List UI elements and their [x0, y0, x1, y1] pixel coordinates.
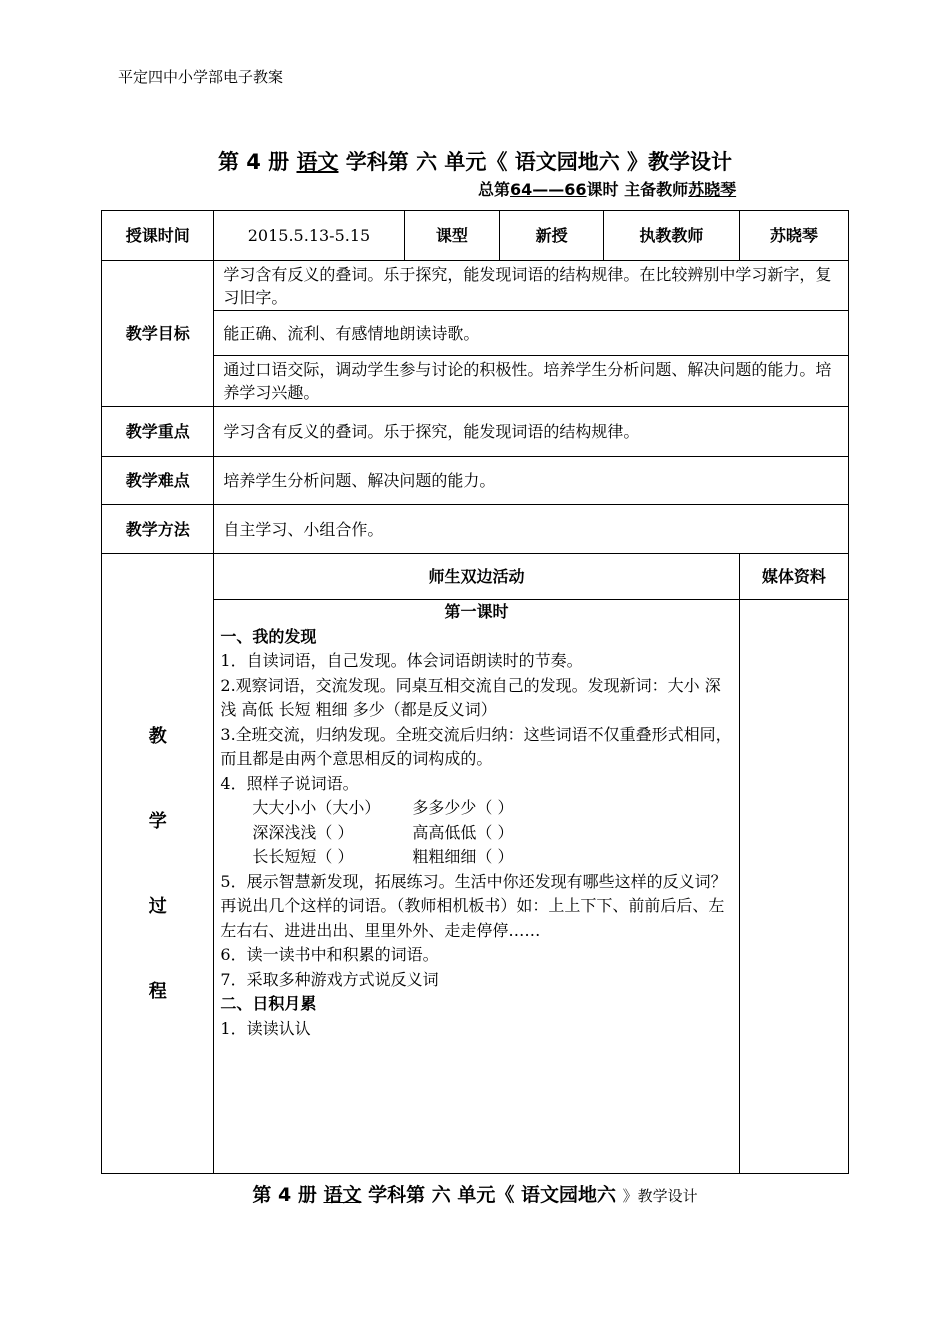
activity-line: 6．读一读书中和积累的词语。 — [220, 945, 439, 964]
activity-line: 7．采取多种游戏方式说反义词 — [220, 969, 439, 989]
subtitle-hours: 64——66 — [510, 180, 587, 199]
method-label: 教学方法 — [102, 505, 214, 554]
subtitle-mid: 课时 主备教师 — [586, 180, 689, 199]
exec-label: 执教教师 — [604, 211, 740, 261]
process-body-row — [102, 600, 849, 1174]
footer-book: 第 4 册 — [252, 1184, 317, 1206]
goal-row-1 — [102, 261, 849, 311]
activity-line: 5．展示智慧新发现，拓展练习。生活中你还发现有哪些这样的反义词？再说出几个这样的词语。（教师相机板书）如：上上下下、前前后后、左左右右、进进出出、里里外外、走走停停…… — [220, 871, 727, 940]
page-footer — [0, 1180, 950, 1207]
goal-item-3: 通过口语交际，调动学生参与讨论的积极性。培养学生分析问题、解决问题的能力。培养学习兴趣。 — [214, 356, 849, 407]
footer-lesson: 语文园地六 — [520, 1184, 616, 1206]
activity-line: 2.观察词语，交流发现。同桌互相交流自己的发现。发现新词：大小 深浅 高低 长短 粗细 多少（都是反义词） — [220, 675, 721, 719]
method-row — [102, 505, 849, 554]
footer-suffix: 》教学设计 — [622, 1187, 698, 1205]
page-title — [0, 146, 950, 176]
footer-subject: 语文 — [323, 1184, 362, 1206]
process-label — [102, 554, 214, 1174]
footer-unit: 学科第 六 单元《 — [368, 1184, 515, 1206]
focus-value: 学习含有反义的叠词。乐于探究，能发现词语的结构规律。 — [214, 407, 849, 457]
process-label-char: 过 — [148, 895, 167, 917]
focus-label: 教学重点 — [102, 407, 214, 457]
type-value: 新授 — [500, 211, 604, 261]
subtitle-teacher: 苏晓琴 — [688, 180, 737, 199]
activity-line: 1．读读认认 — [220, 1018, 311, 1038]
goals-label: 教学目标 — [102, 261, 214, 407]
goal-row-3 — [102, 356, 849, 407]
example-word: 大大小小（大小） — [252, 798, 381, 817]
info-row — [102, 211, 849, 261]
process-label-char: 程 — [148, 980, 167, 1002]
page-header: 平定四中小学部电子教案 — [118, 68, 284, 86]
section-heading: 一、我的发现 — [220, 626, 317, 646]
title-unit: 学科第 六 单元《 — [345, 150, 508, 174]
focus-row — [102, 407, 849, 457]
process-header-row — [102, 554, 849, 600]
lesson-plan-table — [101, 210, 849, 1174]
goal-row-2 — [102, 311, 849, 356]
example-row — [220, 796, 732, 821]
goal-item-1: 学习含有反义的叠词。乐于探究，能发现词语的结构规律。在比较辨别中学习新字，复习旧字。 — [214, 261, 849, 311]
example-word: 深深浅浅（ ） — [252, 822, 354, 842]
activity-line: 1．自读词语，自己发现。体会词语朗读时的节奏。 — [220, 651, 583, 670]
media-content — [739, 600, 848, 1174]
example-word: 长长短短（ ） — [252, 847, 354, 866]
page-subtitle — [478, 177, 736, 200]
activity-column-header: 师生双边活动 — [214, 554, 739, 600]
example-word: 多多少少（ ） — [412, 798, 514, 817]
activity-content — [214, 600, 739, 1174]
example-word: 高高低低（ ） — [412, 822, 514, 842]
difficulty-value: 培养学生分析问题、解决问题的能力。 — [214, 457, 849, 505]
difficulty-row — [102, 457, 849, 505]
process-label-char: 教 — [148, 725, 167, 747]
media-column-header: 媒体资料 — [739, 554, 848, 600]
time-value: 2015.5.13-5.15 — [214, 211, 404, 261]
title-suffix: 》教学设计 — [627, 150, 733, 174]
subtitle-prefix: 总第 — [478, 180, 511, 199]
method-value: 自主学习、小组合作。 — [214, 505, 849, 554]
title-subject: 语文 — [296, 150, 339, 174]
type-label: 课型 — [404, 211, 500, 261]
title-book: 第 4 册 — [217, 150, 290, 174]
section-heading: 二、日积月累 — [220, 994, 317, 1013]
exec-value: 苏晓琴 — [739, 211, 848, 261]
goal-item-2: 能正确、流利、有感情地朗读诗歌。 — [214, 311, 849, 356]
example-row — [220, 821, 732, 846]
difficulty-label: 教学难点 — [102, 457, 214, 505]
process-label-char: 学 — [148, 810, 167, 832]
activity-line: 3.全班交流，归纳发现。全班交流后归纳：这些词语不仅重叠形式相同，而且都是由两个意思相反的词构成的。 — [220, 724, 732, 768]
title-lesson: 语文园地六 — [514, 150, 620, 174]
lesson-title: 第一课时 — [444, 602, 509, 621]
time-label: 授课时间 — [102, 211, 214, 261]
example-word: 粗粗细细（ ） — [412, 847, 514, 866]
example-row — [220, 845, 732, 870]
activity-line: 4．照样子说词语。 — [220, 773, 359, 793]
